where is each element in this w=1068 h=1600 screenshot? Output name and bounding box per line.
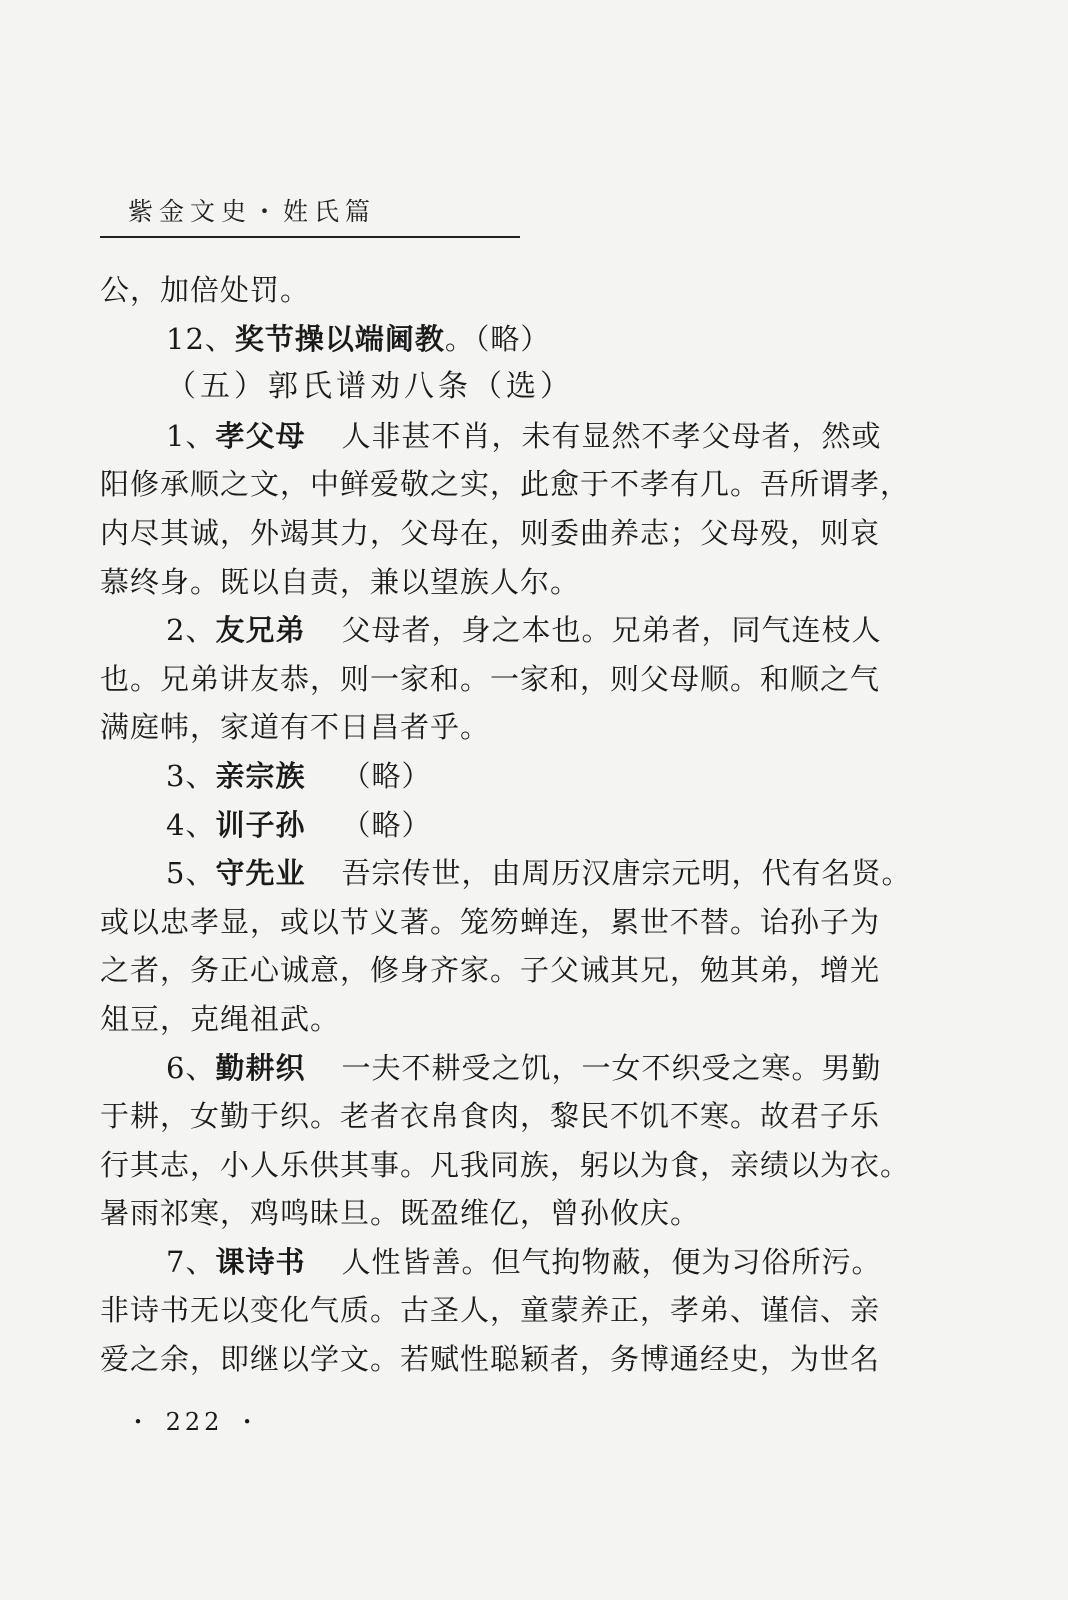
- item-title: 训子孙: [215, 807, 306, 842]
- item-title: 奖节操以端阃教: [234, 321, 445, 356]
- running-header: 紫金文史・姓氏篇: [128, 197, 377, 226]
- text-line: 内尽其诚，外竭其力，父母在，则委曲养志；父母殁，则哀: [100, 515, 881, 550]
- list-item-6: [100, 1044, 920, 1093]
- text-line: 行其志，小人乐供其事。凡我同族，躬以为食，亲绩以为衣。: [100, 1147, 911, 1182]
- item-title: 守先业: [215, 856, 306, 891]
- item-number: 2、: [166, 613, 216, 648]
- page-body: [100, 266, 920, 1384]
- text-line: 或以忠孝显，或以节义著。笼笏蝉连，累世不替。诒孙子为: [100, 904, 881, 939]
- item-text: 人非甚不肖，未有显然不孝父母者，然或: [341, 418, 882, 453]
- list-item-3: [100, 752, 920, 801]
- text-line: 于耕，女勤于织。老者衣帛食肉，黎民不饥不寒。故君子乐: [100, 1099, 881, 1134]
- list-item-5: [100, 849, 920, 898]
- item-number: 7、: [166, 1244, 216, 1279]
- item-number: 5、: [166, 856, 216, 891]
- list-item-2: [100, 606, 920, 655]
- header-rule: [100, 236, 520, 238]
- text-line: 也。兄弟讲友恭，则一家和。一家和，则父母顺。和顺之气: [100, 661, 881, 696]
- item-title: 亲宗族: [215, 758, 306, 793]
- item-number: 6、: [166, 1050, 216, 1085]
- item-number: 12、: [166, 321, 235, 356]
- item-text: 一夫不耕受之饥，一女不织受之寒。男勤: [341, 1050, 882, 1085]
- section-heading: （五）郭氏谱劝八条（选）: [166, 369, 574, 405]
- item-text: 人性皆善。但气拘物蔽，便为习俗所污。: [341, 1244, 882, 1279]
- item-number: 3、: [166, 758, 216, 793]
- item-text: 父母者，身之本也。兄弟者，同气连枝人: [341, 613, 882, 648]
- list-item-12: [100, 315, 920, 364]
- text-line: 暑雨祁寒，鸡鸣昧旦。既盈维亿，曾孙攸庆。: [100, 1196, 701, 1231]
- item-title: 孝父母: [215, 418, 306, 453]
- item-text: （略）: [341, 807, 432, 842]
- text-line: 非诗书无以变化气质。古圣人，童蒙养正，孝弟、谨信、亲: [100, 1293, 881, 1328]
- text-line: 公，加倍处罚。: [100, 273, 311, 307]
- list-item-1: [100, 412, 920, 461]
- item-text: 。（略）: [444, 321, 551, 356]
- list-item-7: [100, 1238, 920, 1287]
- item-text: 吾宗传世，由周历汉唐宗元明，代有名贤。: [341, 856, 912, 891]
- text-line: 阳修承顺之文，中鲜爱敬之实，此愈于不孝有几。吾所谓孝，: [100, 467, 911, 502]
- text-line: 慕终身。既以自责，兼以望族人尔。: [100, 564, 581, 599]
- text-line: 满庭帏，家道有不日昌者乎。: [100, 710, 491, 745]
- text-line: 俎豆，克绳祖武。: [100, 1001, 341, 1036]
- list-item-4: [100, 801, 920, 850]
- item-title: 课诗书: [215, 1244, 306, 1279]
- item-title: 勤耕织: [215, 1050, 306, 1085]
- item-number: 4、: [166, 807, 216, 842]
- text-line: 之者，务正心诚意，修身齐家。子父诫其兄，勉其弟，增光: [100, 953, 881, 988]
- item-number: 1、: [166, 418, 216, 453]
- item-text: （略）: [341, 758, 432, 793]
- text-line: 爱之余，即继以学文。若赋性聪颖者，务博通经史，为世名: [100, 1342, 881, 1377]
- page-number: ・ 222 ・: [126, 1408, 264, 1436]
- item-title: 友兄弟: [215, 613, 306, 648]
